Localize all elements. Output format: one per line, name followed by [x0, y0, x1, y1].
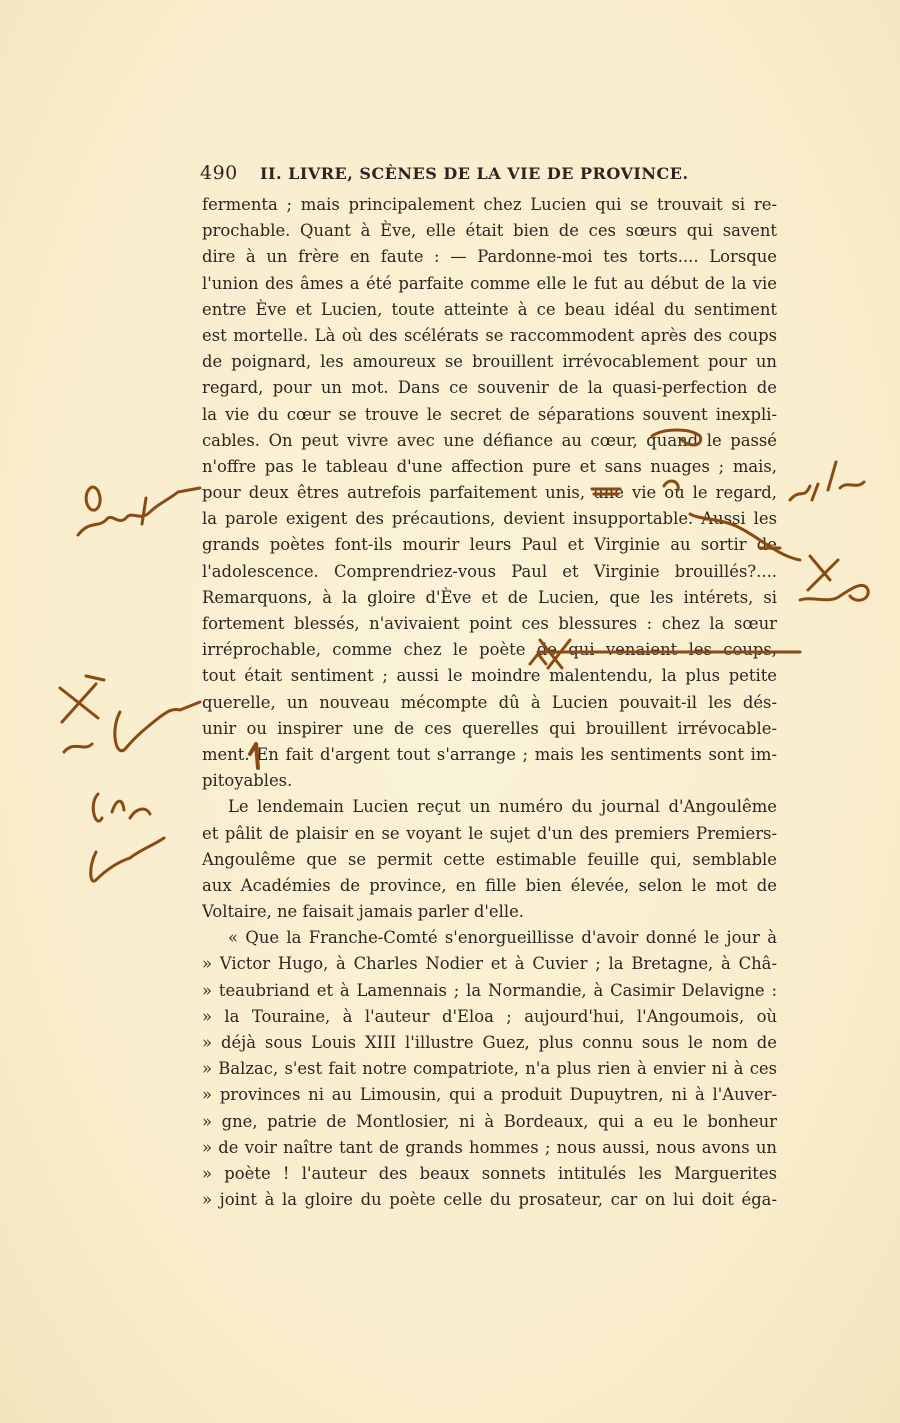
text-line: » teaubriand et à Lamennais ; la Normandie, à Casimir Delavigne :: [202, 980, 777, 1000]
text-line: Le lendemain Lucien reçut un numéro du journal d'Angoulême: [228, 797, 777, 817]
text-line: » Balzac, s'est fait notre compatriote, n'a plus rien à envier ni à ces: [202, 1059, 777, 1079]
text-line: Voltaire, ne faisait jamais parler d'elle.: [202, 902, 524, 922]
text-line: est mortelle. Là où des scélérats se raccommodent après des coups: [202, 325, 777, 345]
margin-note-mark: [86, 487, 100, 510]
text-line: » la Touraine, à l'auteur d'Eloa ; aujourd'hui, l'Angoumois, où: [202, 1006, 777, 1026]
text-line: fortement blessés, n'avivaient point ces blessures : chez la sœur: [202, 614, 777, 633]
text-line: la parole exigent des précautions, devient insupportable. Aussi les: [202, 509, 777, 529]
text-line: ment. En fait d'argent tout s'arrange ; mais les sentiments sont im-: [202, 744, 777, 764]
text-line: fermenta ; mais principalement chez Lucien qui se trouvait si re-: [202, 195, 777, 214]
text-line: cables. On peut vivre avec une défiance au cœur, quand le passé: [202, 430, 777, 450]
text-line: Remarquons, à la gloire d'Ève et de Lucien, que les intérets, si: [202, 587, 777, 607]
text-line: dire à un frère en faute : — Pardonne-moi tes torts.... Lorsque: [202, 247, 777, 267]
text-line: l'adolescence. Comprendriez-vous Paul et Virginie brouillés?....: [202, 561, 777, 581]
text-line: » gne, patrie de Montlosier, ni à Bordeaux, qui a eu le bonheur: [202, 1111, 777, 1131]
text-line: tout était sentiment ; aussi le moindre malentendu, la plus petite: [202, 666, 777, 686]
text-line: pour deux êtres autrefois parfaitement unis, une vie où le regard,: [202, 483, 777, 503]
page-header: [200, 160, 780, 188]
text-line: » provinces ni au Limousin, qui a produit Dupuytren, ni à l'Auver-: [202, 1085, 777, 1105]
text-line: la vie du cœur se trouve le secret de séparations souvent inexpli-: [202, 404, 777, 424]
text-line: grands poètes font-ils mourir leurs Paul et Virginie au sortir de: [202, 535, 777, 555]
margin-note-mark: [64, 702, 200, 752]
margin-note-mark: [800, 556, 868, 600]
text-line: Angoulême que se permit cette estimable feuille qui, semblable: [202, 849, 777, 869]
text-line: » poète ! l'auteur des beaux sonnets intitulés les Marguerites: [202, 1163, 777, 1183]
text-line: » de voir naître tant de grands hommes ; nous aussi, nous avons un: [202, 1137, 777, 1157]
text-line: pitoyables.: [202, 771, 293, 791]
margin-note-mark: [142, 498, 146, 524]
text-line: irréprochable, comme chez le poète de qui venaient les coups,: [202, 640, 777, 660]
page-number: 490: [200, 162, 238, 184]
text-line: » Victor Hugo, à Charles Nodier et à Cuvier ; la Bretagne, à Châ-: [202, 954, 777, 974]
text-line: » déjà sous Louis XIII l'illustre Guez, plus connu sous le nom de: [202, 1033, 777, 1052]
text-line: entre Ève et Lucien, toute atteinte à ce beau idéal du sentiment: [202, 299, 777, 319]
margin-note-mark: [93, 794, 150, 821]
text-line: l'union des âmes a été parfaite comme elle le fut au début de la vie: [202, 273, 777, 293]
text-line: n'offre pas le tableau d'une affection pure et sans nuages ; mais,: [202, 456, 777, 476]
text-line: unir ou inspirer une de ces querelles qui brouillent irrévocable-: [202, 718, 777, 738]
text-line: de poignard, les amoureux se brouillent irrévocablement pour un: [202, 352, 777, 372]
body-text: [202, 192, 777, 1213]
text-line: « Que la Franche-Comté s'enorgueillisse d'avoir donné le jour à: [228, 928, 777, 948]
margin-note-mark: [60, 676, 104, 722]
text-line: prochable. Quant à Ève, elle était bien de ces sœurs qui savent: [202, 221, 777, 241]
text-line: regard, pour un mot. Dans ce souvenir de la quasi-perfection de: [202, 378, 777, 398]
running-title: II. LIVRE, SCÈNES DE LA VIE DE PROVINCE.: [260, 164, 689, 183]
text-line: querelle, un nouveau mécompte dû à Lucien pouvait-il les dés-: [202, 692, 777, 712]
margin-note-mark: [91, 838, 164, 881]
text-line: » joint à la gloire du poète celle du prosateur, car on lui doit éga-: [202, 1190, 777, 1210]
text-line: aux Académies de province, en fille bien élevée, selon le mot de: [202, 875, 777, 895]
text-line: et pâlit de plaisir en se voyant le sujet d'un des premiers Premiers-: [202, 823, 777, 843]
margin-note-mark: [790, 462, 864, 500]
margin-note-mark: [78, 488, 200, 535]
